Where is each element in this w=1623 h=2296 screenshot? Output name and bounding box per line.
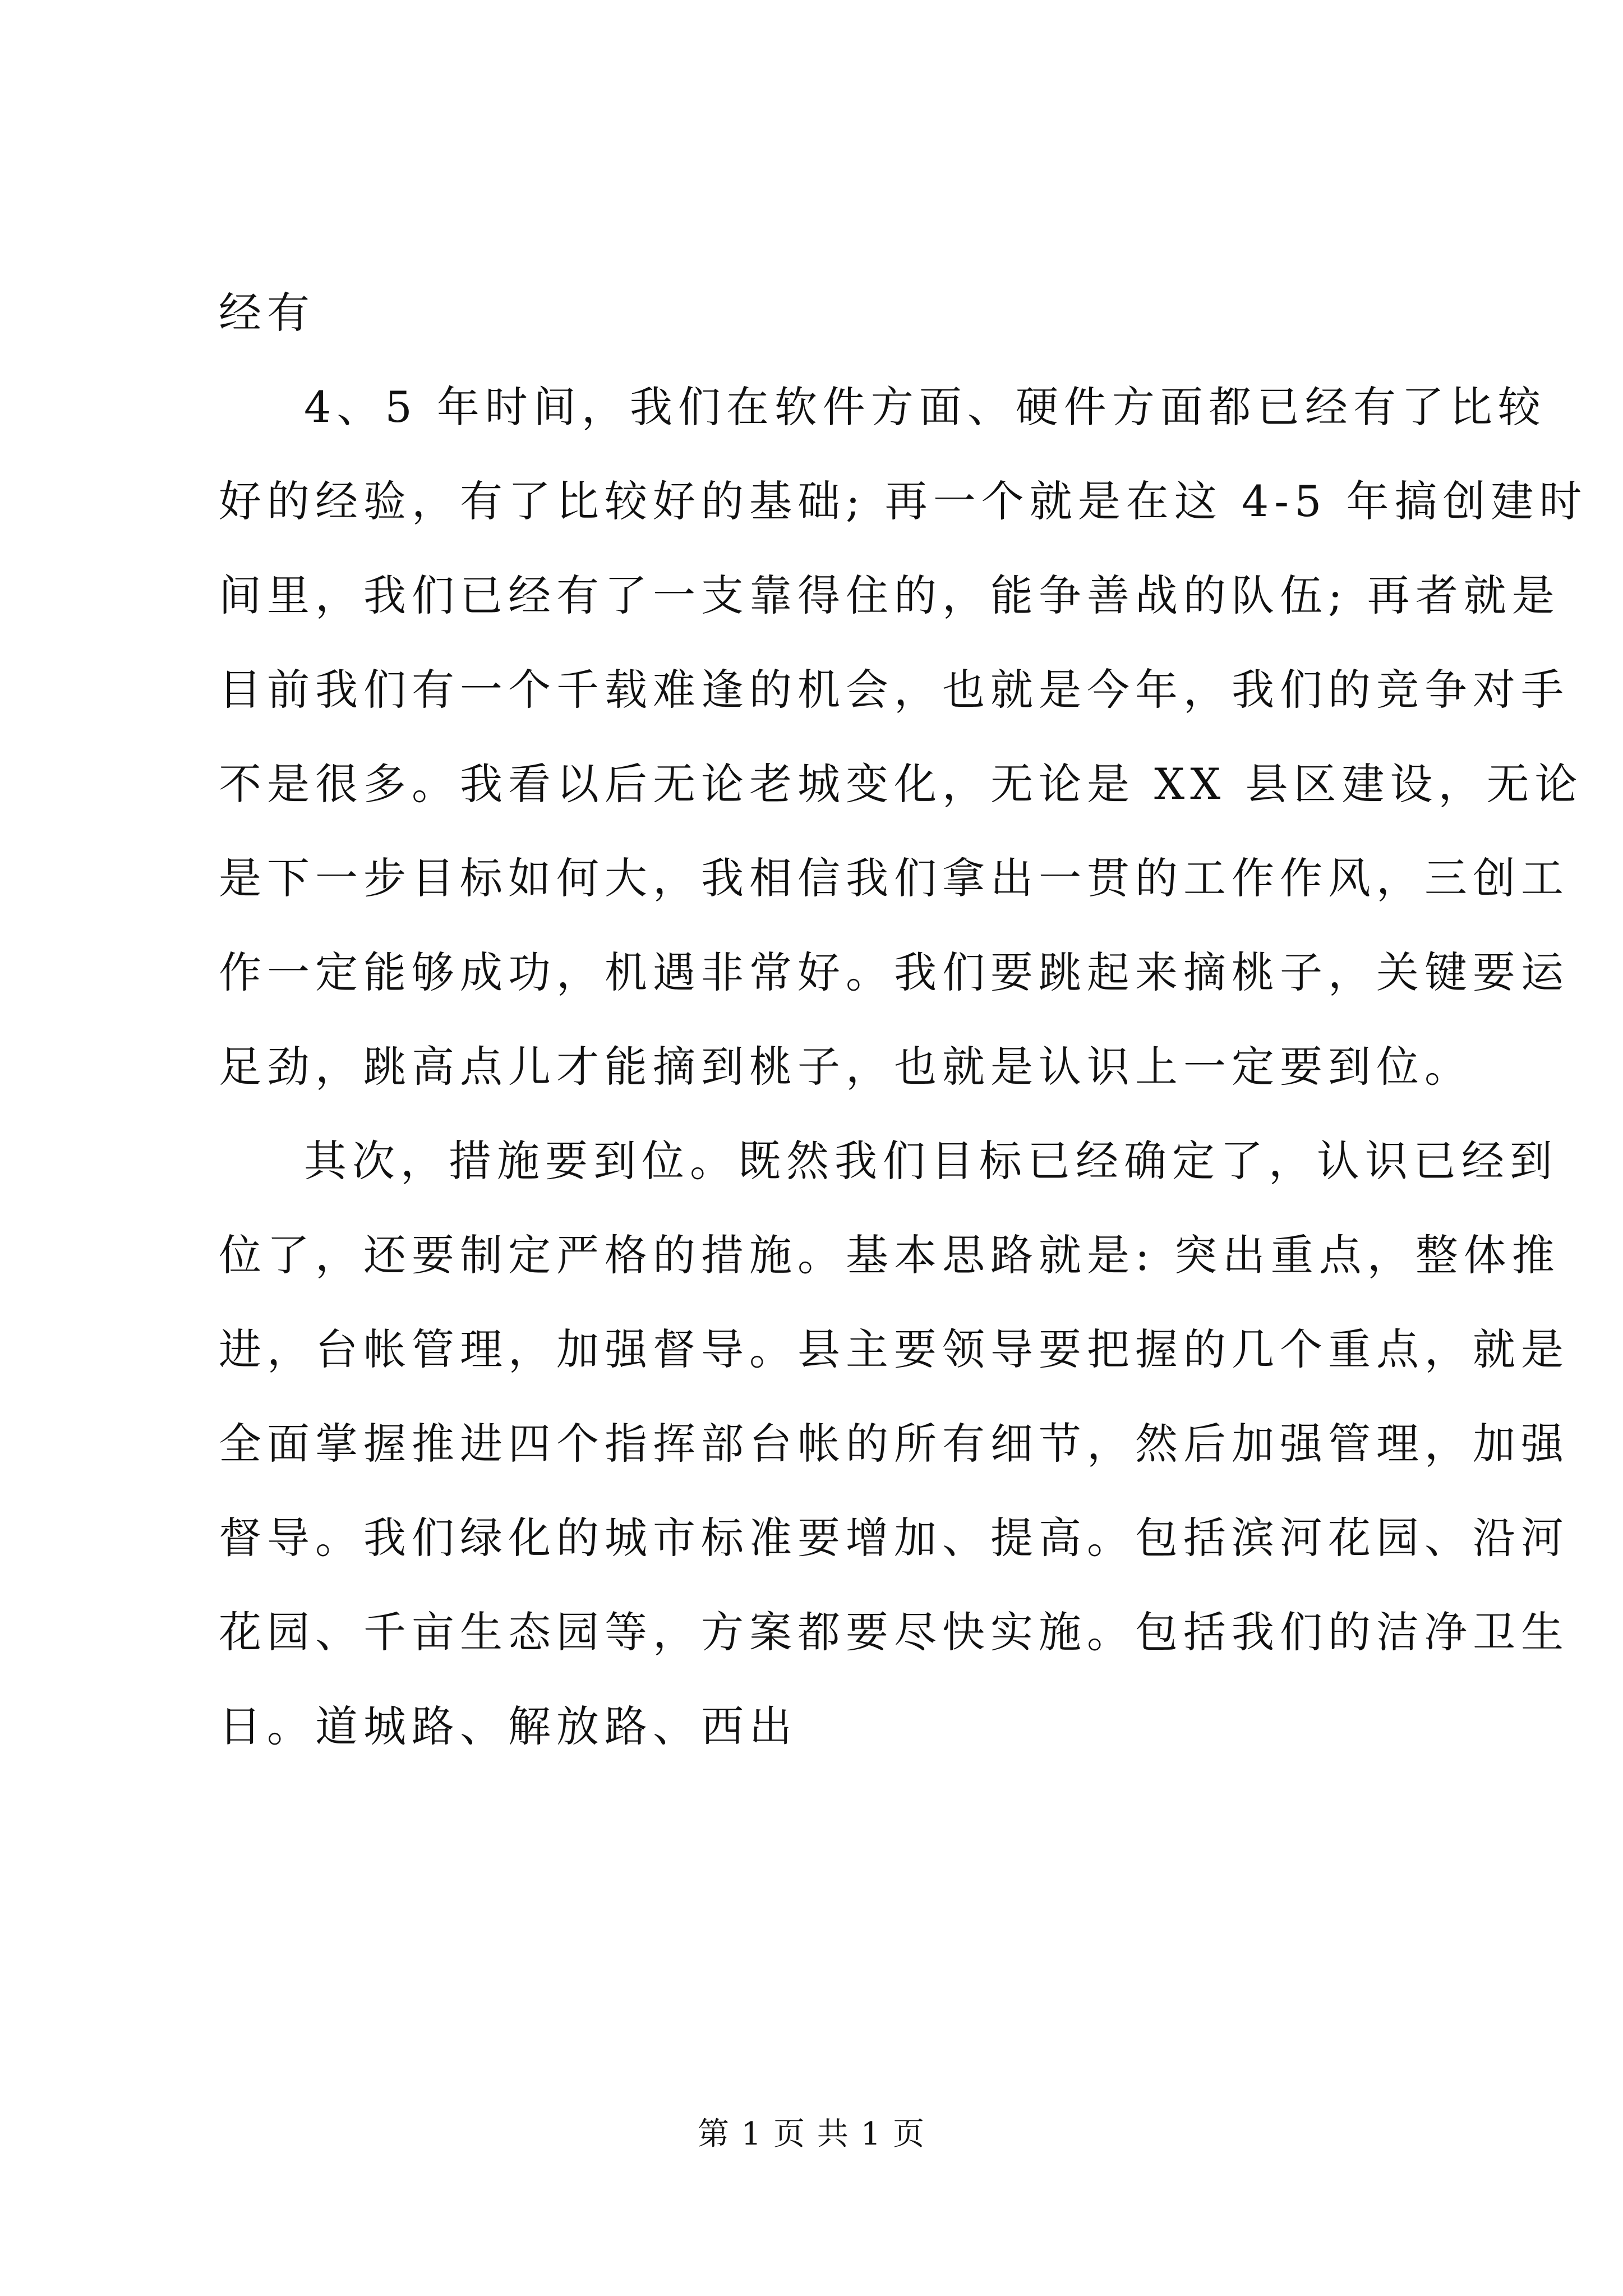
document-body xyxy=(219,288,1588,1800)
text-line: 好的经验，有了比较好的基础; 再一个就是在这 4-5 年搞创建时 xyxy=(219,476,1588,526)
text-line: 日。道城路、解放路、西出 xyxy=(219,1701,797,1751)
text-line: 不是很多。我看以后无论老城变化，无论是 XX 县区建设，无论 xyxy=(219,759,1583,809)
page-number-footer: 第 1 页 共 1 页 xyxy=(697,2116,926,2152)
text-line: 作一定能够成功，机遇非常好。我们要跳起来摘桃子，关键要运 xyxy=(219,947,1569,997)
text-line: 目前我们有一个千载难逢的机会，也就是今年，我们的竞争对手 xyxy=(219,665,1569,715)
text-line: 其次，措施要到位。既然我们目标已经确定了，认识已经到 xyxy=(304,1136,1558,1186)
text-line: 4、5 年时间，我们在软件方面、硬件方面都已经有了比较 xyxy=(304,382,1546,432)
text-line: 间里，我们已经有了一支靠得住的，能争善战的队伍; 再者就是 xyxy=(219,570,1560,620)
text-line: 全面掌握推进四个指挥部台帐的所有细节，然后加强管理，加强 xyxy=(219,1419,1569,1469)
text-line: 位了，还要制定严格的措施。基本思路就是: 突出重点，整体推 xyxy=(219,1230,1560,1280)
text-line: 进，台帐管理，加强督导。县主要领导要把握的几个重点，就是 xyxy=(219,1324,1569,1374)
text-line: 是下一步目标如何大，我相信我们拿出一贯的工作作风，三创工 xyxy=(219,853,1569,903)
text-line: 花园、千亩生态园等，方案都要尽快实施。包括我们的洁净卫生 xyxy=(219,1607,1569,1657)
text-line: 督导。我们绿化的城市标准要增加、提高。包括滨河花园、沿河 xyxy=(219,1513,1569,1563)
text-line: 足劲，跳高点儿才能摘到桃子，也就是认识上一定要到位。 xyxy=(219,1042,1473,1092)
text-line: 经有 xyxy=(219,288,315,338)
